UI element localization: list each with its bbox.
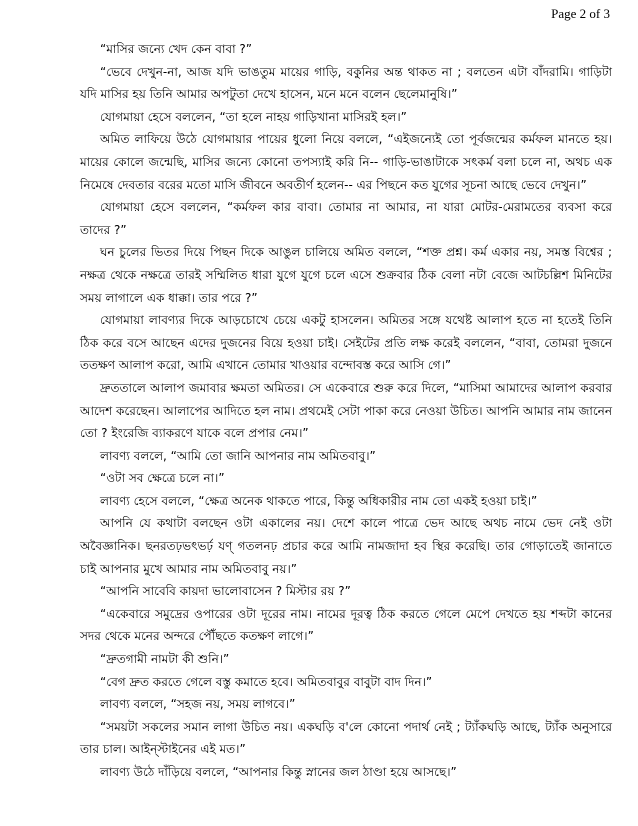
paragraph: “মাসির জন্যে খেদ কেন বাবা ?” — [100, 42, 252, 56]
page-number-label: Page 2 of 3 — [551, 6, 610, 21]
paragraph: ঘন চুলের ভিতর দিয়ে পিছন দিকে আঙুল চালিয়ে অমিত বললে, “শক্ত প্রশ্ন। কর্ম একার নয়, সমস্ত বিশ্বের ; নক্ষত্র থেকে নক্ষত্রে তারই সম্মিলিত ধারা যুগে যুগে চলে এসে শুক্রবার ঠিক বেলা নটা বেজে আটচল্লিশ মিনিটের সময় লাগালে এক ধাক্কা। তার পরে ?” — [80, 245, 612, 305]
paragraph: দ্রুততালে আলাপ জমাবার ক্ষমতা অমিতর। সে একেবারে শুরু করে দিলে, “মাসিমা আমাদের আলাপ করবার আদেশ করেছেন। আলাপের আদিতে হল নাম। প্রথমেই সেটা পাকা করে নেওয়া উচিত। আপনি আমার নাম জানেন তো ? ইংরেজি ব্যাকরণে যাকে বলে প্রপার নেম।” — [80, 380, 612, 441]
paragraph: “একেবারে সমুদ্রের ওপারের ওটা দূরের নাম। নামের দূরত্ব ঠিক করতে গেলে মেপে দেখতে হয় শব্দটা কানের সদর থেকে মনের অন্দরে পৌঁছতে কতক্ষণ লাগে।” — [80, 606, 612, 644]
paragraph: লাবণ্য হেসে বললে, “ক্ষেত্র অনেক থাকতে পারে, কিন্তু অধিকারীর নাম তো একই হওয়া চাই।” — [100, 493, 538, 508]
paragraph: “ভেবে দেখুন-না, আজ যদি ভাঙতুম মায়ের গাড়ি, বকুনির অন্ত থাকত না ; বলতেন এটা বাঁদরামি। গাড়িটা যদি মাসির হয় তিনি আমার অপটুতা দেখে হাসেন, মনে মনে বলেন ছেলেমানুষি।” — [80, 64, 612, 102]
paragraph: “সময়টা সকলের সমান লাগা উচিত নয়। একঘড়ি ব'লে কোনো পদার্থ নেই ; ট্যাঁকঘড়ি আছে, ট্যাঁক অনুসারে তার চাল। আইন্‌স্টাইনের এই মত।” — [80, 719, 612, 757]
paragraph: যোগমায়া হেসে বললেন, “তা হলে নাহয় গাড়িখানা মাসিরই হল।” — [100, 109, 407, 124]
paragraph: লাবণ্য বললে, “আমি তো জানি আপনার নাম অমিতবাবু।” — [100, 448, 376, 463]
paragraph: “আপনি সাবেবি কায়দা ভালোবাসেন ? মিস্টার রয় ?” — [100, 584, 351, 599]
paragraph: যোগমায়া লাবণ্যর দিকে আড়চোখে চেয়ে একটু হাসলেন। অমিতর সঙ্গে যথেষ্ট আলাপ হতে না হতেই তিনি ঠিক করে বসে আছেন এদের দুজনের বিয়ে হওয়া চাই। সেইটের প্রতি লক্ষ করেই বললেন, “বাবা, তোমরা দুজনে ততক্ষণ আলাপ করো, আমি এখানে তোমার খাওয়ার বন্দোবস্ত করে আসি গে।” — [80, 313, 612, 373]
paragraph: “ওটা সব ক্ষেত্রে চলে না।” — [100, 471, 225, 486]
paragraph: “দ্রুতগামী নামটা কী শুনি।” — [100, 652, 230, 667]
document-body — [80, 38, 612, 784]
paragraph: লাবণ্য বললে, “সহজ নয়, সময় লাগবে।” — [100, 697, 296, 712]
paragraph: “বেগ দ্রুত করতে গেলে বস্তু কমাতে হবে। অমিতবাবুর বাবুটা বাদ দিন।” — [100, 674, 433, 689]
paragraph: আপনি যে কথাটা বলছেন ওটা একালের নয়। দেশে কালে পাত্রে ভেদ আছে অথচ নামে ভেদ নেই ওটা অবৈজ্ঞানিক। ছনরতঢ়ভৎভর্ঢ় যণ্ গতলনঢ় প্রচার করে আমি নামজাদা হব স্থির করেছি। তার গোড়াতেই জানাতে চাই আপনার মুখে আমার নাম অমিতবাবু নয়।” — [80, 516, 612, 576]
paragraph: যোগমায়া হেসে বললেন, “কর্মফল কার বাবা। তোমার না আমার, না যারা মোটর-মেরামতের ব্যবসা করে তাদের ?” — [80, 200, 612, 237]
paragraph: লাবণ্য উঠে দাঁড়িয়ে বললে, “আপনার কিন্তু স্নানের জল ঠাণ্ডা হয়ে আসছে।” — [100, 765, 457, 779]
paragraph: অমিত লাফিয়ে উঠে যোগমায়ার পায়ের ধুলো নিয়ে বললে, “এইজন্যেই তো পূর্বজন্মের কর্মফল মানতে হয়। মায়ের কোলে জন্মেছি, মাসির জন্যে কোনো তপস্যাই করি নি-- গাড়ি-ভাঙাটাকে সৎকর্ম বলা চলে না, অথচ এক নিমেষে দেবতার বরের মতো মাসি জীবনে অবতীর্ণ হলেন-- এর পিছনে কত যুগের সূচনা আছে ভেবে দেখুন।” — [80, 132, 612, 192]
